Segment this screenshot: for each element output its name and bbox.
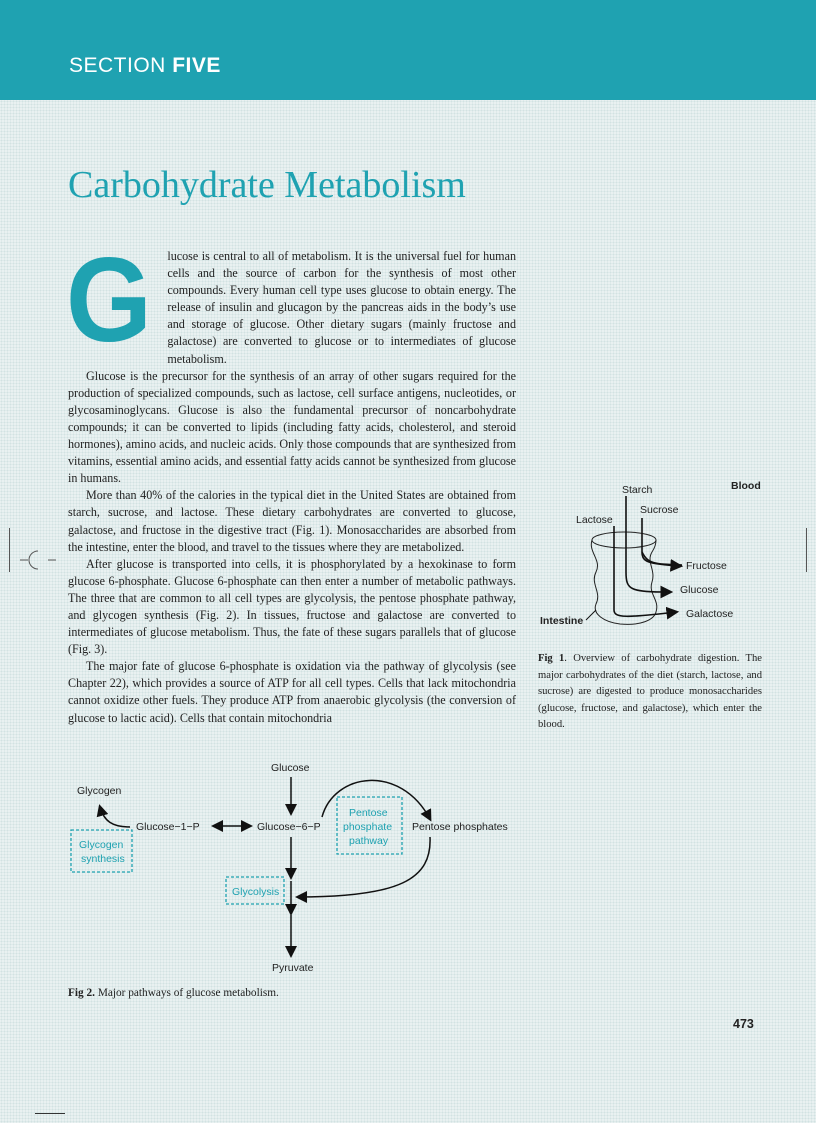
glycogen-node: Glycogen [77, 785, 122, 797]
fig1-caption-text: . Overview of carbohydrate digestion. The major carbohydrates of the diet (starch, lactose, and sucrose) are digested to produce monosaccharides (glucose, fructose, and galactose), which enter the blood. [538, 653, 762, 730]
body-paragraph: After glucose is transported into cells, it is phosphorylated by a hexokinase to form glucose 6-phosphate. Glucose 6-phosphate can then enter a number of metabolic pathways. The three that are common to all cell types are glycolysis, the pentose phosphate pathway, and glycogen synthesis (Fig. 2). In tissues, fructose and galactose are converted to intermediates of glucose metabolism. Thus, the fate of these sugars parallels that of glucose (Fig. 3). [68, 556, 516, 657]
fig2-caption-label: Fig 2. [68, 987, 95, 999]
body-paragraph: More than 40% of the calories in the typical diet in the United States are obtained from starch, sucrose, and lactose. These dietary carbohydrates are converted to glucose, galactose, and fructose in the digestive tract (Fig. 1). Monosaccharides are absorbed from the intestine, enter the blood, and travel to the tissues where they are metabolized. [68, 488, 516, 554]
fig1-caption-label: Fig 1 [538, 653, 565, 664]
registration-mark-left [9, 528, 10, 572]
intestine-shape [591, 532, 657, 624]
glucose-node: Glucose [271, 762, 310, 774]
intestine-label: Intestine [540, 615, 584, 627]
glycogen-synthesis-line2: synthesis [81, 853, 125, 865]
glycolysis-label: Glycolysis [232, 886, 280, 898]
body-text [66, 233, 516, 727]
starch-label: Starch [622, 484, 653, 496]
body-paragraph: Glucose is the precursor for the synthesis of an array of other sugars required for the production of specialized compounds, such as lactose, cell surface antigens, nucleotides, or glycosaminoglycans. Glucose is also the fundamental precursor of noncarbohydrate compounds; it can be converted to lipids (including fatty acids, cholesterol, and steroid hormones), amino acids, and nucleic acids. Only those compounds that are synthesized from vitamins, essential amino acids, and essential fatty acids cannot be synthesized from glucose in humans. [68, 368, 516, 486]
section-number: FIVE [172, 54, 221, 77]
pentose-pathway-line3: pathway [349, 835, 389, 847]
page-number: 473 [733, 1017, 754, 1031]
fig1-caption [538, 651, 762, 734]
glucose-1-p-node: Glucose−1−P [136, 821, 200, 833]
fig2-caption [68, 987, 279, 999]
section-header-band [0, 0, 816, 100]
body-paragraph: The major fate of glucose 6-phosphate is oxidation via the pathway of glycolysis (see Chapter 22), which provides a source of ATP for all cell types. Cells that lack mitochondria cannot oxidize other fuels. They produce ATP from anaerobic glycolysis (the conversion of glucose to lactic acid). Cells that contain mitochondria [68, 659, 516, 725]
pentose-phosphates-node: Pentose phosphates [412, 821, 508, 833]
pyruvate-node: Pyruvate [272, 962, 314, 974]
galactose-label: Galactose [686, 608, 734, 620]
page-title: Carbohydrate Metabolism [68, 164, 466, 206]
fig2-pathway-diagram [60, 755, 530, 980]
sucrose-label: Sucrose [640, 504, 679, 516]
blood-label: Blood [731, 480, 761, 492]
intro-paragraph-text: lucose is central to all of metabolism. It is the universal fuel for human cells and the source of carbon for the synthesis of most other compounds. Every human cell type uses glucose to obtain energy. The release of insulin and glucagon by the pancreas aids in the body’s use and storage of glucose. Other dietary sugars (mainly fructose and galactose) are converted to glucose or to intermediates of glucose metabolism. [167, 249, 516, 366]
glycogen-synthesis-line1: Glycogen [79, 839, 124, 851]
intestine-leader [586, 610, 596, 620]
registration-mark-right [806, 528, 807, 572]
glucose-6-p-node: Glucose−6−P [257, 821, 321, 833]
pentose-pathway-line2: phosphate [343, 821, 393, 833]
intro-paragraph [66, 233, 516, 368]
fig2-caption-text: Major pathways of glucose metabolism. [95, 987, 279, 999]
section-label [69, 54, 221, 78]
glycogen-synthesis-box [71, 830, 132, 872]
fig1-digestion-diagram [530, 472, 780, 632]
fructose-branch [642, 552, 682, 565]
lactose-label: Lactose [576, 514, 613, 526]
lactose-path [614, 526, 676, 616]
fructose-label: Fructose [686, 560, 727, 572]
registration-circle-icon [18, 545, 58, 575]
g1p-to-glycogen-arrow [100, 807, 130, 827]
section-word: SECTION [69, 54, 166, 77]
drop-cap: G [66, 233, 152, 367]
pentose-pathway-line1: Pentose [349, 807, 388, 819]
crop-mark-bottom [35, 1113, 65, 1114]
glucose-label: Glucose [680, 584, 719, 596]
